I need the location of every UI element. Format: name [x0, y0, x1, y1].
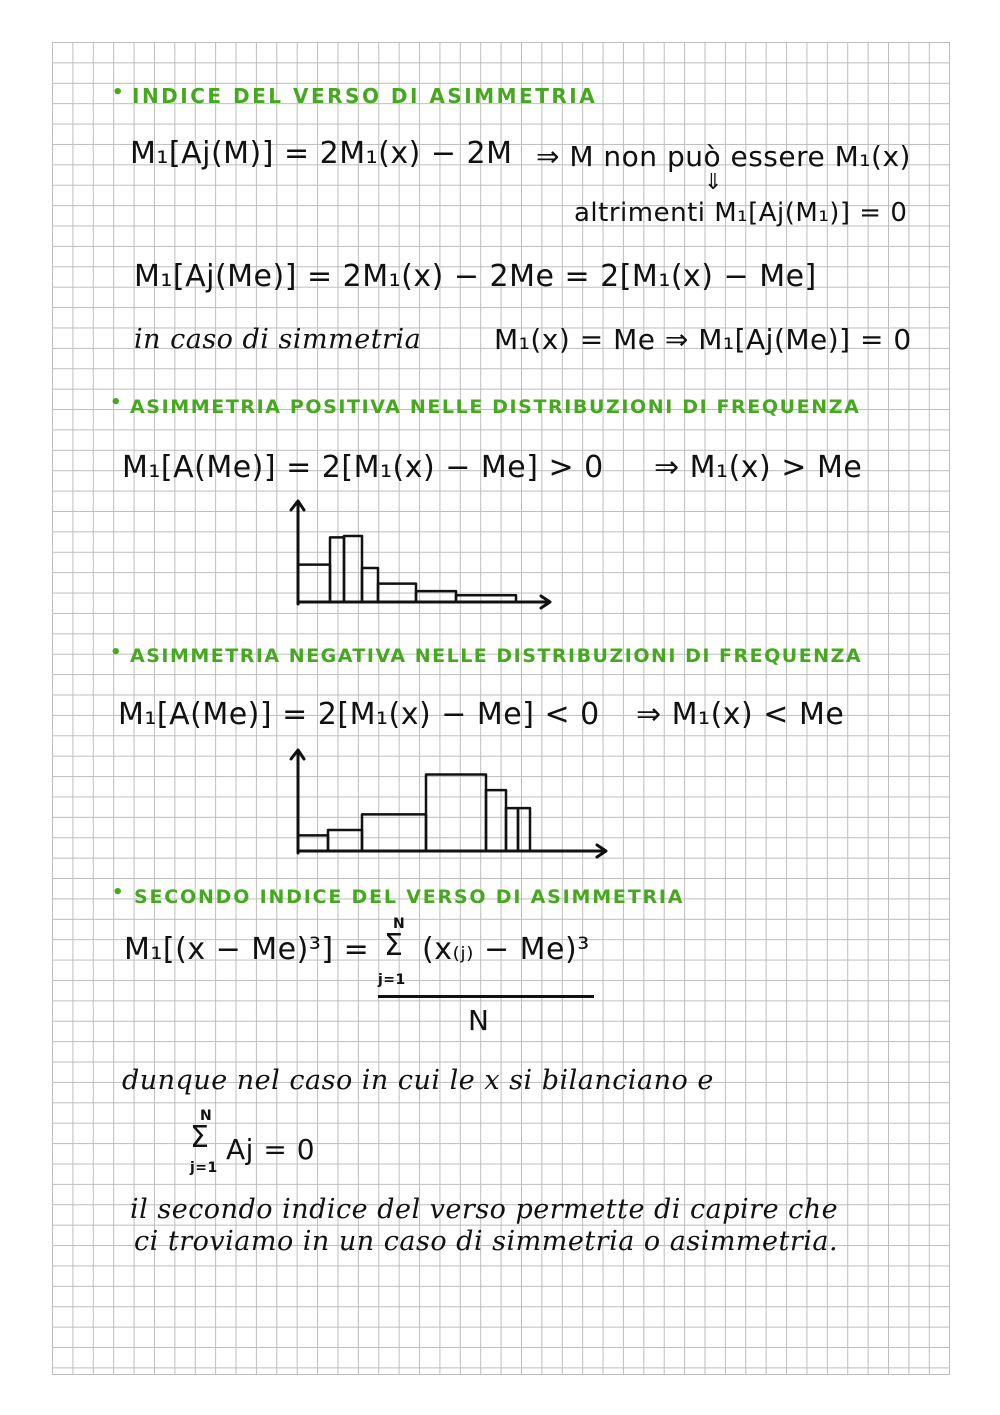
histogram-bar — [328, 830, 362, 851]
formula-m1-aj-m: M₁[Aj(M)] = 2M₁(x) − 2M — [130, 136, 513, 171]
histogram-bar — [456, 595, 516, 602]
formula-m1-greater-me: ⇒ M₁(x) > Me — [654, 450, 863, 485]
heading-indice-verso: INDICE DEL VERSO DI ASIMMETRIA — [132, 84, 598, 108]
histogram-bar — [506, 808, 518, 851]
sum-lower-limit: j=1 — [378, 972, 406, 988]
formula-asimmetria-positiva: M₁[A(Me)] = 2[M₁(x) − Me] > 0 — [122, 450, 604, 485]
text-simmetria-asimmetria: ci troviamo in un caso di simmetria o asimmetria. — [134, 1226, 839, 1257]
heading-asimmetria-positiva: ASIMMETRIA POSITIVA NELLE DISTRIBUZIONI DI FREQUENZA — [130, 396, 861, 418]
histogram-positive-skew — [286, 496, 556, 611]
fraction-bar — [378, 995, 594, 998]
text-dunque: dunque nel caso in cui le x si bilanciano e — [122, 1065, 714, 1096]
heading-secondo-indice: SECONDO INDICE DEL VERSO DI ASIMMETRIA — [134, 886, 685, 908]
histogram-bar — [298, 565, 330, 602]
sum-symbol: Σ — [384, 928, 404, 963]
sum2-lower-limit: j=1 — [190, 1160, 218, 1176]
histogram-bar — [518, 808, 530, 851]
formula-asimmetria-negativa: M₁[A(Me)] = 2[M₁(x) − Me] < 0 — [118, 697, 600, 732]
formula-sum-aj-zero: Aj = 0 — [226, 1133, 316, 1166]
histogram-bar — [298, 835, 328, 851]
text-caso-simmetria: in caso di simmetria — [134, 324, 422, 355]
sum-upper-limit: N — [393, 916, 406, 932]
sum2-symbol: Σ — [190, 1120, 210, 1155]
bullet: • — [110, 392, 122, 413]
formula-denominator: N — [468, 1004, 490, 1037]
histogram-bar — [344, 536, 362, 602]
bullet: • — [110, 642, 122, 663]
formula-numerator: (x₍ⱼ₎ − Me)³ — [422, 932, 590, 967]
histogram-bar — [362, 568, 378, 602]
histogram-bar — [362, 814, 426, 851]
bullet: • — [112, 82, 124, 103]
text-secondo-indice: il secondo indice del verso permette di capire che — [130, 1194, 839, 1225]
histogram-bar — [330, 537, 344, 602]
bullet: • — [112, 882, 124, 903]
formula-momento-terzo-lhs: M₁[(x − Me)³] = — [124, 932, 370, 967]
formula-simmetria: M₁(x) = Me ⇒ M₁[Aj(Me)] = 0 — [494, 323, 912, 356]
histogram-bar — [416, 591, 456, 602]
formula-altrimenti: altrimenti M₁[Aj(M₁)] = 0 — [574, 198, 908, 228]
formula-conclusion-m: ⇒ M non può essere M₁(x) — [536, 140, 911, 173]
implies-down-arrow: ⇓ — [704, 170, 723, 195]
sum2-upper-limit: N — [200, 1108, 213, 1124]
histogram-negative-skew — [286, 745, 616, 860]
formula-m1-less-me: ⇒ M₁(x) < Me — [636, 697, 845, 732]
heading-asimmetria-negativa: ASIMMETRIA NEGATIVA NELLE DISTRIBUZIONI DI FREQUENZA — [130, 645, 863, 667]
histogram-bar — [426, 775, 486, 851]
histogram-bar — [378, 584, 416, 602]
formula-m1-aj-me: M₁[Aj(Me)] = 2M₁(x) − 2Me = 2[M₁(x) − Me] — [134, 259, 817, 294]
histogram-bar — [486, 790, 506, 851]
